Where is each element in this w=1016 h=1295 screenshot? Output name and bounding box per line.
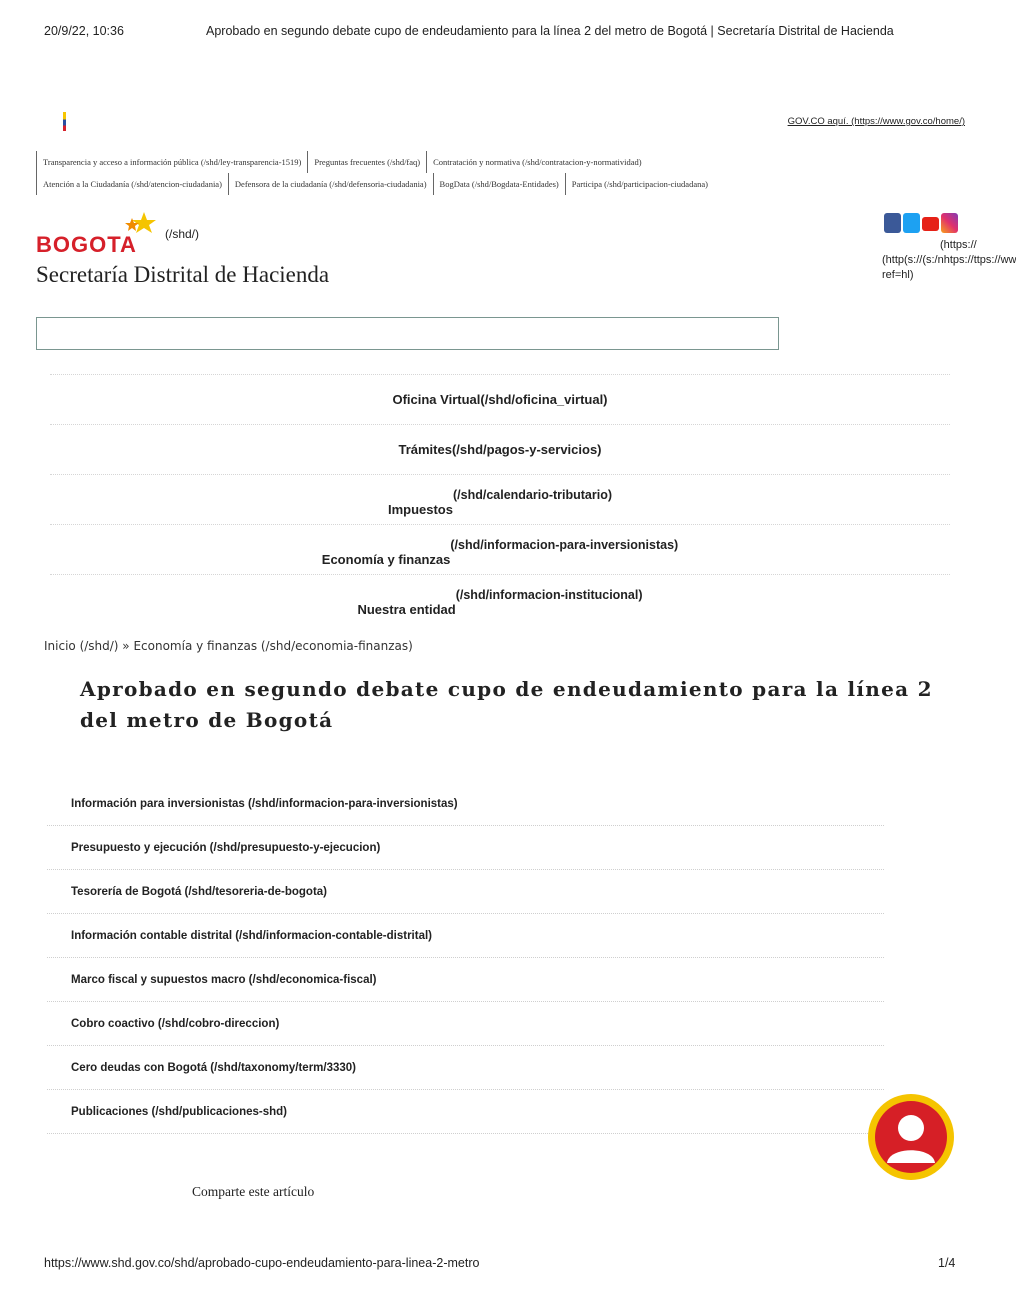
breadcrumb[interactable]: Inicio (/shd/) » Economía y finanzas (/shd/economia-finanzas) bbox=[44, 639, 413, 653]
chat-avatar-button[interactable] bbox=[868, 1094, 954, 1180]
logo-text: BOGOTA bbox=[36, 232, 137, 257]
menu-item-label: Impuestos bbox=[387, 502, 453, 518]
link-transparencia[interactable]: Transparencia y acceso a información pública (/shd/ley-transparencia-1519) bbox=[36, 151, 307, 173]
social-icons bbox=[884, 213, 958, 233]
menu-item-link: (/shd/informacion-para-inversionistas) bbox=[450, 538, 679, 552]
menu-item-link: (/shd/pagos-y-servicios) bbox=[451, 442, 602, 457]
social-link-text-3[interactable]: ref=hl) bbox=[882, 269, 914, 281]
link-bogdata[interactable]: BogData (/shd/Bogdata-Entidades) bbox=[433, 173, 565, 195]
menu-item-link: (/shd/informacion-institucional) bbox=[455, 588, 643, 602]
side-item-tesoreria[interactable]: Tesorería de Bogotá (/shd/tesoreria-de-bogota) bbox=[47, 870, 884, 914]
logo-home-link[interactable]: (/shd/) bbox=[165, 227, 200, 241]
menu-item-label: Oficina Virtual bbox=[392, 392, 481, 407]
social-link-text-2[interactable]: (http(s://(s:/nhtps://ttps://ww bbox=[882, 254, 1016, 266]
side-item-cobro-coactivo[interactable]: Cobro coactivo (/shd/cobro-direccion) bbox=[47, 1002, 884, 1046]
facebook-icon[interactable] bbox=[884, 213, 901, 233]
youtube-icon[interactable] bbox=[922, 217, 939, 231]
print-url: https://www.shd.gov.co/shd/aprobado-cupo-endeudamiento-para-linea-2-metro bbox=[44, 1256, 480, 1270]
logo-star-small-icon bbox=[125, 218, 139, 231]
menu-impuestos[interactable] bbox=[50, 474, 950, 524]
link-preguntas-frecuentes[interactable]: Preguntas frecuentes (/shd/faq) bbox=[307, 151, 426, 173]
link-defensora[interactable]: Defensora de la ciudadanía (/shd/defensoria-ciudadania) bbox=[228, 173, 433, 195]
side-item-publicaciones[interactable]: Publicaciones (/shd/publicaciones-shd) bbox=[47, 1090, 884, 1134]
gov-co-link[interactable]: GOV.CO aquí. (https://www.gov.co/home/) bbox=[787, 116, 965, 127]
menu-item-label: Trámites bbox=[398, 442, 452, 457]
print-page-number: 1/4 bbox=[938, 1256, 956, 1270]
bogota-logo[interactable] bbox=[36, 212, 161, 265]
link-participa[interactable]: Participa (/shd/participacion-ciudadana) bbox=[565, 173, 714, 195]
side-item-inversionistas[interactable]: Información para inversionistas (/shd/informacion-para-inversionistas) bbox=[47, 782, 884, 826]
site-title: Secretaría Distrital de Hacienda bbox=[36, 262, 330, 287]
print-datetime: 20/9/22, 10:36 bbox=[44, 24, 124, 38]
menu-nuestra-entidad[interactable] bbox=[50, 574, 950, 624]
side-item-presupuesto[interactable]: Presupuesto y ejecución (/shd/presupuesto-y-ejecucion) bbox=[47, 826, 884, 870]
menu-item-link: (/shd/oficina_virtual) bbox=[480, 392, 608, 407]
menu-item-link: (/shd/calendario-tributario) bbox=[452, 488, 613, 502]
social-links-text bbox=[882, 238, 1016, 283]
article-title: Aprobado en segundo debate cupo de endeudamiento para la línea 2 del metro de Bogotá bbox=[80, 677, 933, 732]
menu-tramites[interactable] bbox=[50, 424, 950, 474]
side-item-marco-fiscal[interactable]: Marco fiscal y supuestos macro (/shd/economica-fiscal) bbox=[47, 958, 884, 1002]
search-input[interactable] bbox=[36, 317, 779, 350]
top-links-row-2 bbox=[36, 173, 714, 195]
menu-item-label: Economía y finanzas bbox=[321, 552, 451, 568]
section-menu bbox=[47, 782, 884, 1134]
link-contratacion[interactable]: Contratación y normativa (/shd/contratacion-y-normatividad) bbox=[426, 151, 647, 173]
gov-color-strip bbox=[63, 112, 66, 131]
top-links-row-1 bbox=[36, 151, 648, 173]
share-label: Comparte este artículo bbox=[192, 1184, 315, 1199]
print-page-title: Aprobado en segundo debate cupo de endeudamiento para la línea 2 del metro de Bogotá | Secretaría Distrital de Hacienda bbox=[206, 24, 894, 38]
social-link-text-1[interactable]: (https:// bbox=[940, 239, 977, 251]
side-item-contable[interactable]: Información contable distrital (/shd/informacion-contable-distrital) bbox=[47, 914, 884, 958]
main-menu bbox=[50, 374, 950, 624]
user-avatar-icon bbox=[875, 1101, 947, 1173]
menu-economia-finanzas[interactable] bbox=[50, 524, 950, 574]
twitter-icon[interactable] bbox=[903, 213, 920, 233]
menu-oficina-virtual[interactable] bbox=[50, 374, 950, 424]
side-item-cero-deudas[interactable]: Cero deudas con Bogotá (/shd/taxonomy/term/3330) bbox=[47, 1046, 884, 1090]
bogota-logo-graphic bbox=[36, 212, 161, 260]
menu-item-label: Nuestra entidad bbox=[357, 602, 456, 618]
link-atencion-ciudadania[interactable]: Atención a la Ciudadanía (/shd/atencion-ciudadania) bbox=[36, 173, 228, 195]
instagram-icon[interactable] bbox=[941, 213, 958, 233]
